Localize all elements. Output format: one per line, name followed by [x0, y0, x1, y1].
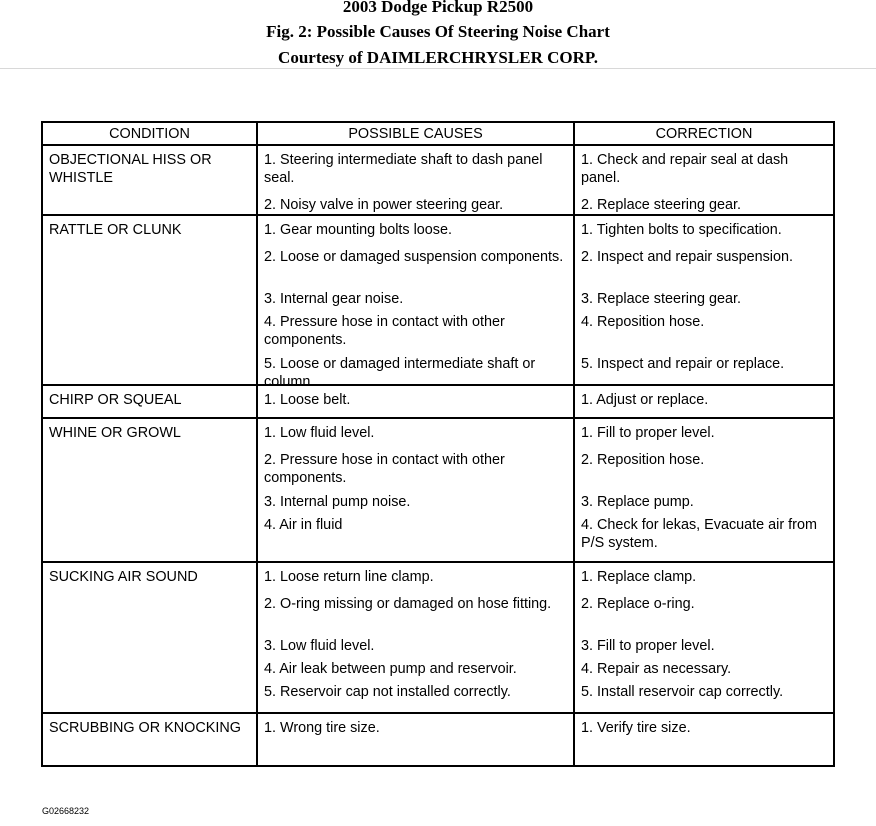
correction-cell [574, 713, 834, 766]
cause-item: 5. Loose or damaged intermediate shaft or column. [264, 355, 536, 390]
courtesy-line: Courtesy of DAIMLERCHRYSLER CORP. [278, 48, 598, 67]
column-header-correction: CORRECTION [574, 122, 834, 145]
possible-causes-cell [257, 713, 574, 766]
header-row [42, 122, 834, 145]
correction-cell [574, 562, 834, 713]
possible-causes-cell [257, 562, 574, 713]
correction-item: 1. Verify tire size. [581, 719, 691, 736]
cause-item: 2. Pressure hose in contact with other components. [264, 451, 505, 486]
correction-item: 4. Repair as necessary. [581, 660, 732, 677]
correction-cell [574, 215, 834, 385]
correction-item: 1. Replace clamp. [581, 568, 697, 585]
correction-item: 1. Fill to proper level. [581, 424, 715, 441]
correction-item: 5. Install reservoir cap correctly. [581, 683, 784, 700]
condition-cell: WHINE OR GROWL [42, 418, 257, 562]
correction-item: 1. Adjust or replace. [581, 391, 709, 408]
cause-item: 5. Reservoir cap not installed correctly. [264, 683, 511, 700]
correction-item: 1. Tighten bolts to specification. [581, 221, 782, 238]
table-row [42, 418, 834, 562]
possible-causes-cell [257, 215, 574, 390]
correction-item: 4. Reposition hose. [581, 313, 705, 330]
correction-item: 2. Reposition hose. [581, 451, 705, 468]
table-row [42, 145, 834, 215]
table-row [42, 215, 834, 385]
correction-item: 3. Replace pump. [581, 493, 694, 510]
possible-causes-cell [257, 418, 574, 562]
correction-cell [574, 385, 834, 418]
cause-item: 1. Loose belt. [264, 391, 351, 408]
cause-item: 3. Internal gear noise. [264, 290, 404, 307]
correction-item: 2. Inspect and repair suspension. [581, 248, 793, 265]
steering-noise-chart [41, 121, 835, 767]
cause-item: 1. Wrong tire size. [264, 719, 380, 736]
cause-item: 4. Air in fluid [264, 516, 343, 533]
cause-item: 1. Steering intermediate shaft to dash panel seal. [264, 151, 543, 186]
condition-cell: RATTLE OR CLUNK [42, 215, 257, 385]
cause-item: 2. Noisy valve in power steering gear. [264, 196, 504, 213]
figure-code: G02668232 [42, 806, 90, 816]
condition-cell: CHIRP OR SQUEAL [42, 385, 257, 418]
cause-item: 2. O-ring missing or damaged on hose fitting. [264, 595, 552, 612]
correction-item: 3. Fill to proper level. [581, 637, 715, 654]
correction-item: 3. Replace steering gear. [581, 290, 741, 307]
correction-cell [574, 145, 834, 215]
cause-item: 2. Loose or damaged suspension components. [264, 248, 564, 265]
column-header-condition: CONDITION [42, 122, 257, 145]
table-row [42, 385, 834, 418]
condition-cell: SUCKING AIR SOUND [42, 562, 257, 713]
correction-cell [574, 418, 834, 562]
figure-title: Fig. 2: Possible Causes Of Steering Noise Chart [266, 22, 610, 41]
cause-item: 1. Gear mounting bolts loose. [264, 221, 452, 238]
correction-item: 4. Check for lekas, Evacuate air from P/S system. [581, 516, 817, 551]
condition-cell: OBJECTIONAL HISS OR WHISTLE [42, 145, 257, 215]
possible-causes-cell [257, 145, 574, 215]
cause-item: 4. Pressure hose in contact with other components. [264, 313, 505, 348]
cause-item: 3. Internal pump noise. [264, 493, 411, 510]
correction-item: 5. Inspect and repair or replace. [581, 355, 785, 372]
column-header-possible-causes: POSSIBLE CAUSES [257, 122, 574, 145]
table-row [42, 713, 834, 766]
document-header [0, 0, 876, 69]
correction-item: 2. Replace o-ring. [581, 595, 695, 612]
vehicle-title: 2003 Dodge Pickup R2500 [342, 0, 534, 16]
condition-cell: SCRUBBING OR KNOCKING [42, 713, 257, 766]
correction-item: 1. Check and repair seal at dash panel. [581, 151, 789, 186]
cause-item: 4. Air leak between pump and reservoir. [264, 660, 517, 677]
correction-item: 2. Replace steering gear. [581, 196, 741, 213]
cause-item: 1. Loose return line clamp. [264, 568, 434, 585]
cause-item: 3. Low fluid level. [264, 637, 375, 654]
table-row [42, 562, 834, 713]
cause-item: 1. Low fluid level. [264, 424, 375, 441]
